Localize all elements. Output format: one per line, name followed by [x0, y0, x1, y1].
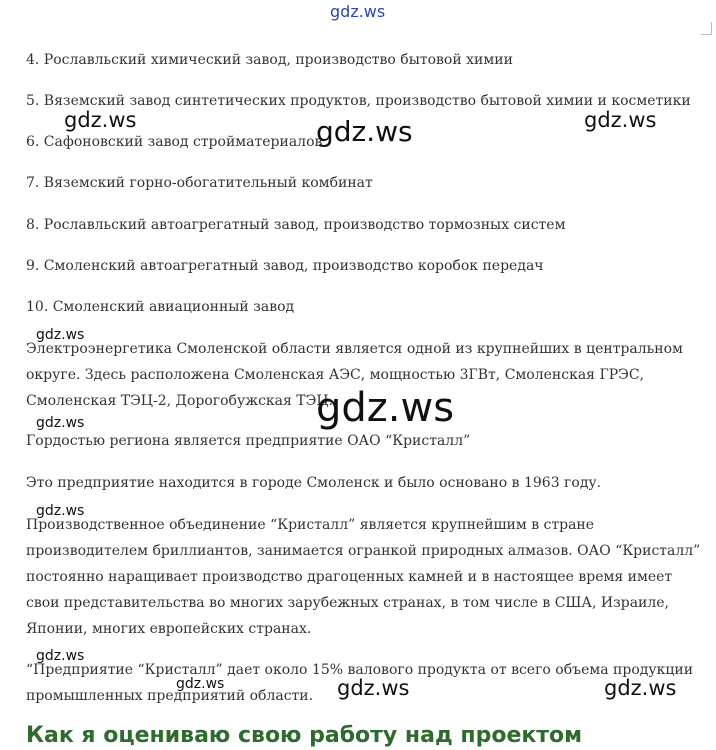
watermark: gdz.ws — [36, 648, 85, 664]
cropped-previous-line — [26, 0, 206, 14]
association-paragraph-line: Производственное объединение “Кристалл” является крупнейшим в стране — [26, 517, 595, 533]
list-item: 6. Сафоновский завод стройматериалов — [26, 134, 323, 150]
association-paragraph-line: производителем бриллиантов, занимается огранкой природных алмазов. ОАО “Кристалл” — [26, 543, 701, 559]
share-paragraph-line: промышленных предприятий области. — [26, 688, 314, 704]
watermark: gdz.ws — [316, 385, 455, 431]
watermark: gdz.ws — [584, 108, 657, 132]
watermark: gdz.ws — [36, 327, 85, 343]
watermark: gdz.ws — [337, 676, 410, 700]
list-item: 9. Смоленский автоагрегатный завод, производство коробок передач — [26, 258, 544, 274]
list-item: 5. Вяземский завод синтетических продуктов, производство бытовой химии и косметики — [26, 93, 691, 109]
association-paragraph-line: Японии, многих европейских странах. — [26, 621, 312, 637]
watermark: gdz.ws — [604, 676, 677, 700]
watermark: gdz.ws — [36, 503, 85, 519]
list-item: 4. Рославльский химический завод, производство бытовой химии — [26, 52, 513, 68]
pride-paragraph: Гордостью региона является предприятие ОАО “Кристалл” — [26, 433, 471, 449]
watermark: gdz.ws — [64, 108, 137, 132]
section-heading: Как я оцениваю свою работу над проектом — [26, 723, 583, 748]
list-item: 7. Вяземский горно-обогатительный комбинат — [26, 175, 373, 191]
energy-paragraph-line: Смоленская ТЭЦ-2, Дорогобужская ТЭЦ. — [26, 393, 333, 409]
energy-paragraph-line: округе. Здесь расположена Смоленская АЭС, мощностью 3ГВт, Смоленская ГРЭС, — [26, 367, 645, 383]
watermark-top: gdz.ws — [330, 2, 386, 21]
share-paragraph-line: “Предприятие “Кристалл” дает около 15% валового продукта от всего объема продукции — [26, 662, 694, 678]
watermark: gdz.ws — [176, 676, 225, 692]
watermark: gdz.ws — [36, 415, 85, 431]
corner-mark — [701, 22, 712, 35]
location-paragraph: Это предприятие находится в городе Смоленск и было основано в 1963 году. — [26, 475, 602, 491]
watermark: gdz.ws — [316, 115, 413, 148]
list-item: 8. Рославльский автоагрегатный завод, производство тормозных систем — [26, 217, 566, 233]
list-item: 10. Смоленский авиационный завод — [26, 299, 295, 315]
association-paragraph-line: постоянно наращивает производство драгоценных камней и в настоящее время имеет — [26, 569, 673, 585]
energy-paragraph-line: Электроэнергетика Смоленской области является одной из крупнейших в центральном — [26, 341, 683, 357]
association-paragraph-line: свои представительства во многих зарубежных странах, в том числе в США, Израиле, — [26, 595, 670, 611]
